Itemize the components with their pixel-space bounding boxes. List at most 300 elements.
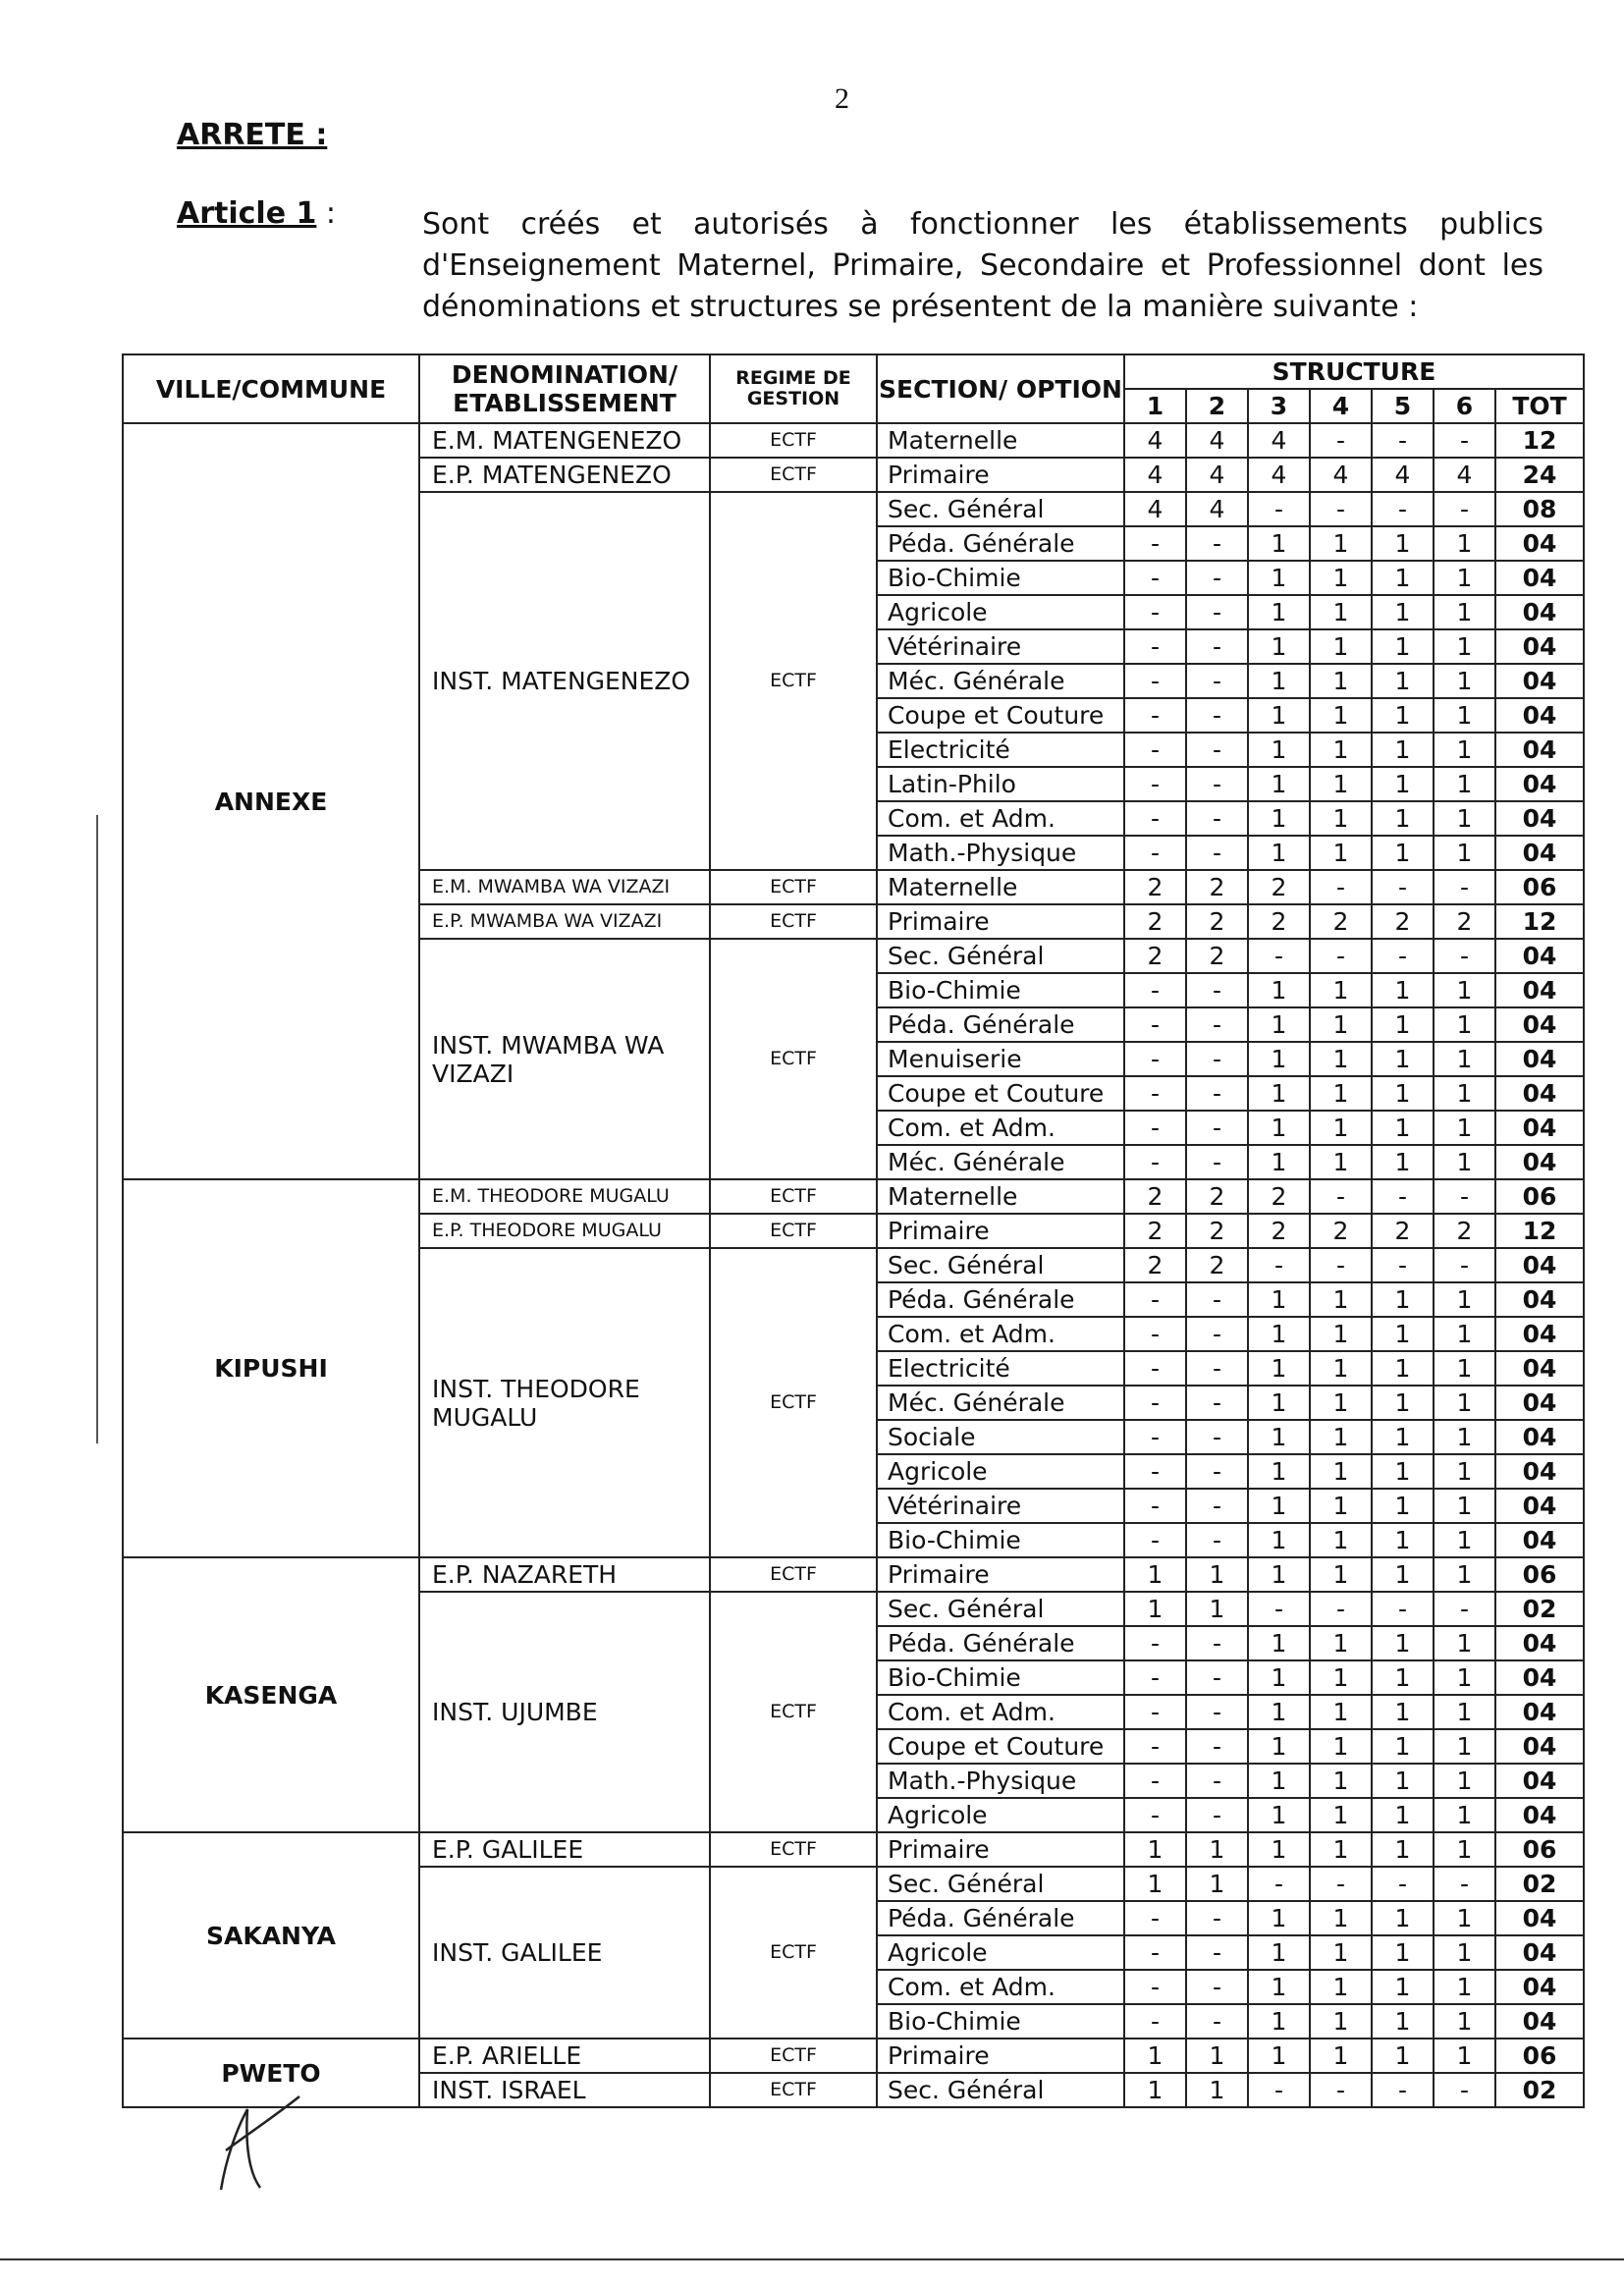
- establishment-cell: INST. GALILEE: [419, 1867, 710, 2039]
- level-cell: 1: [1434, 1386, 1495, 1420]
- level-cell: -: [1186, 1007, 1248, 1042]
- level-cell: -: [1310, 870, 1372, 904]
- level-cell: -: [1124, 2004, 1186, 2039]
- level-cell: -: [1186, 1386, 1248, 1420]
- level-cell: -: [1186, 1420, 1248, 1454]
- level-cell: 1: [1434, 1454, 1495, 1489]
- level-cell: 1: [1434, 1420, 1495, 1454]
- level-cell: 1: [1124, 2073, 1186, 2107]
- level-cell: -: [1124, 526, 1186, 561]
- level-cell: 1: [1310, 1282, 1372, 1317]
- regime-cell: ECTF: [710, 904, 877, 939]
- level-cell: 1: [1248, 664, 1310, 698]
- margin-bracket: [96, 815, 120, 1443]
- level-cell: 2: [1248, 1214, 1310, 1248]
- regime-cell: ECTF: [710, 1867, 877, 2039]
- level-cell: 2: [1124, 1179, 1186, 1214]
- level-cell: 1: [1434, 1901, 1495, 1935]
- total-cell: 04: [1495, 767, 1584, 801]
- level-cell: 1: [1372, 1557, 1434, 1592]
- total-cell: 02: [1495, 1867, 1584, 1901]
- level-cell: -: [1186, 1935, 1248, 1970]
- section-cell: Latin-Philo: [877, 767, 1124, 801]
- level-cell: 1: [1434, 1489, 1495, 1523]
- level-cell: -: [1124, 1901, 1186, 1935]
- level-cell: 1: [1310, 1386, 1372, 1420]
- level-cell: -: [1124, 1420, 1186, 1454]
- level-cell: 1: [1310, 973, 1372, 1007]
- level-cell: 1: [1434, 1523, 1495, 1557]
- level-cell: 1: [1434, 1729, 1495, 1764]
- header-level: 5: [1372, 389, 1434, 423]
- level-cell: 2: [1434, 904, 1495, 939]
- level-cell: -: [1186, 1042, 1248, 1076]
- level-cell: 2: [1434, 1214, 1495, 1248]
- level-cell: 1: [1248, 1901, 1310, 1935]
- level-cell: -: [1186, 1489, 1248, 1523]
- level-cell: 1: [1248, 629, 1310, 664]
- total-cell: 04: [1495, 1454, 1584, 1489]
- table-row: [123, 2039, 1584, 2073]
- level-cell: 2: [1186, 1179, 1248, 1214]
- header-section: SECTION/ OPTION: [877, 354, 1124, 423]
- level-cell: 1: [1372, 1042, 1434, 1076]
- level-cell: 1: [1248, 1523, 1310, 1557]
- level-cell: 1: [1248, 1764, 1310, 1798]
- level-cell: 1: [1248, 1076, 1310, 1111]
- level-cell: 1: [1372, 1729, 1434, 1764]
- header-level: 3: [1248, 389, 1310, 423]
- level-cell: -: [1186, 1454, 1248, 1489]
- level-cell: -: [1372, 2073, 1434, 2107]
- total-cell: 04: [1495, 836, 1584, 870]
- total-cell: 24: [1495, 458, 1584, 492]
- level-cell: -: [1186, 1523, 1248, 1557]
- level-cell: 1: [1310, 595, 1372, 629]
- level-cell: -: [1124, 767, 1186, 801]
- regime-cell: ECTF: [710, 2073, 877, 2107]
- regime-cell: ECTF: [710, 423, 877, 458]
- level-cell: 4: [1186, 423, 1248, 458]
- regime-cell: ECTF: [710, 939, 877, 1179]
- total-cell: 04: [1495, 1317, 1584, 1351]
- total-cell: 04: [1495, 664, 1584, 698]
- level-cell: 1: [1434, 698, 1495, 733]
- regime-cell: ECTF: [710, 1248, 877, 1557]
- level-cell: 1: [1248, 1489, 1310, 1523]
- level-cell: 1: [1186, 2039, 1248, 2073]
- level-cell: 1: [1372, 526, 1434, 561]
- level-cell: 1: [1372, 1660, 1434, 1695]
- total-cell: 04: [1495, 1042, 1584, 1076]
- section-cell: Sec. Général: [877, 1592, 1124, 1626]
- establishment-cell: INST. THEODORE MUGALU: [419, 1248, 710, 1557]
- level-cell: 1: [1186, 1832, 1248, 1867]
- section-cell: Agricole: [877, 1798, 1124, 1832]
- total-cell: 04: [1495, 1901, 1584, 1935]
- level-cell: 1: [1372, 767, 1434, 801]
- regime-cell: ECTF: [710, 1557, 877, 1592]
- level-cell: 1: [1434, 1076, 1495, 1111]
- level-cell: 1: [1248, 526, 1310, 561]
- level-cell: -: [1186, 1317, 1248, 1351]
- level-cell: 1: [1372, 801, 1434, 836]
- level-cell: 1: [1434, 1798, 1495, 1832]
- level-cell: 1: [1248, 1111, 1310, 1145]
- level-cell: 1: [1372, 2039, 1434, 2073]
- section-cell: Bio-Chimie: [877, 973, 1124, 1007]
- total-cell: 04: [1495, 1111, 1584, 1145]
- level-cell: 1: [1310, 1042, 1372, 1076]
- level-cell: -: [1310, 2073, 1372, 2107]
- level-cell: 1: [1372, 1695, 1434, 1729]
- establishment-cell: INST. UJUMBE: [419, 1592, 710, 1832]
- level-cell: -: [1124, 1386, 1186, 1420]
- level-cell: -: [1186, 1970, 1248, 2004]
- level-cell: -: [1124, 1351, 1186, 1386]
- level-cell: 1: [1248, 1454, 1310, 1489]
- header-row-1: [123, 354, 1584, 389]
- level-cell: -: [1124, 1076, 1186, 1111]
- total-cell: 04: [1495, 1420, 1584, 1454]
- total-cell: 04: [1495, 1145, 1584, 1179]
- level-cell: -: [1186, 1764, 1248, 1798]
- level-cell: 1: [1434, 1764, 1495, 1798]
- level-cell: 2: [1124, 870, 1186, 904]
- level-cell: -: [1310, 1179, 1372, 1214]
- section-cell: Maternelle: [877, 1179, 1124, 1214]
- level-cell: -: [1372, 1179, 1434, 1214]
- level-cell: 1: [1372, 561, 1434, 595]
- level-cell: 1: [1248, 801, 1310, 836]
- section-cell: Com. et Adm.: [877, 1970, 1124, 2004]
- header-level: 6: [1434, 389, 1495, 423]
- level-cell: 2: [1372, 1214, 1434, 1248]
- regime-cell: ECTF: [710, 492, 877, 870]
- level-cell: 1: [1434, 1042, 1495, 1076]
- level-cell: 1: [1310, 1729, 1372, 1764]
- total-cell: 04: [1495, 1695, 1584, 1729]
- level-cell: -: [1124, 1145, 1186, 1179]
- level-cell: -: [1124, 733, 1186, 767]
- page-number: 2: [835, 82, 849, 115]
- level-cell: -: [1186, 767, 1248, 801]
- level-cell: -: [1186, 561, 1248, 595]
- ville-cell: KIPUSHI: [123, 1179, 419, 1557]
- header-regime: REGIME DE GESTION: [710, 354, 877, 423]
- total-cell: 04: [1495, 1351, 1584, 1386]
- level-cell: 1: [1248, 2004, 1310, 2039]
- level-cell: 1: [1248, 1798, 1310, 1832]
- level-cell: -: [1186, 664, 1248, 698]
- level-cell: 1: [1372, 595, 1434, 629]
- level-cell: 1: [1310, 1695, 1372, 1729]
- regime-cell: ECTF: [710, 1592, 877, 1832]
- level-cell: -: [1124, 561, 1186, 595]
- level-cell: -: [1310, 1867, 1372, 1901]
- level-cell: 1: [1372, 1798, 1434, 1832]
- level-cell: 2: [1372, 904, 1434, 939]
- total-cell: 04: [1495, 733, 1584, 767]
- total-cell: 06: [1495, 1557, 1584, 1592]
- level-cell: 1: [1372, 629, 1434, 664]
- level-cell: 2: [1248, 904, 1310, 939]
- total-cell: 04: [1495, 1935, 1584, 1970]
- level-cell: 2: [1124, 1248, 1186, 1282]
- level-cell: 1: [1310, 2004, 1372, 2039]
- section-cell: Primaire: [877, 1832, 1124, 1867]
- level-cell: 1: [1124, 1832, 1186, 1867]
- level-cell: -: [1124, 1764, 1186, 1798]
- level-cell: -: [1186, 801, 1248, 836]
- level-cell: 1: [1434, 1317, 1495, 1351]
- regime-cell: ECTF: [710, 1832, 877, 1867]
- signature-mark: [206, 2092, 314, 2200]
- level-cell: 4: [1372, 458, 1434, 492]
- total-cell: 04: [1495, 973, 1584, 1007]
- level-cell: 1: [1248, 973, 1310, 1007]
- section-cell: Primaire: [877, 1557, 1124, 1592]
- total-cell: 12: [1495, 1214, 1584, 1248]
- section-cell: Primaire: [877, 2039, 1124, 2073]
- level-cell: -: [1186, 1076, 1248, 1111]
- section-cell: Bio-Chimie: [877, 1523, 1124, 1557]
- level-cell: 1: [1248, 836, 1310, 870]
- level-cell: 1: [1248, 561, 1310, 595]
- level-cell: 1: [1372, 1282, 1434, 1317]
- level-cell: 1: [1372, 973, 1434, 1007]
- section-cell: Com. et Adm.: [877, 1111, 1124, 1145]
- level-cell: 1: [1434, 1626, 1495, 1660]
- level-cell: 1: [1372, 1351, 1434, 1386]
- level-cell: 1: [1310, 1351, 1372, 1386]
- level-cell: 4: [1248, 458, 1310, 492]
- section-cell: Electricité: [877, 1351, 1124, 1386]
- level-cell: -: [1434, 2073, 1495, 2107]
- level-cell: 2: [1248, 870, 1310, 904]
- level-cell: 1: [1434, 801, 1495, 836]
- level-cell: 1: [1248, 1660, 1310, 1695]
- section-cell: Sec. Général: [877, 2073, 1124, 2107]
- section-cell: Agricole: [877, 1935, 1124, 1970]
- level-cell: -: [1186, 1111, 1248, 1145]
- level-cell: -: [1186, 1901, 1248, 1935]
- level-cell: -: [1434, 492, 1495, 526]
- level-cell: 1: [1434, 1935, 1495, 1970]
- establishment-cell: INST. ISRAEL: [419, 2073, 710, 2107]
- total-cell: 02: [1495, 2073, 1584, 2107]
- level-cell: 1: [1248, 1626, 1310, 1660]
- total-cell: 04: [1495, 2004, 1584, 2039]
- level-cell: -: [1124, 836, 1186, 870]
- level-cell: 1: [1372, 733, 1434, 767]
- establishment-cell: E.P. GALILEE: [419, 1832, 710, 1867]
- total-cell: 04: [1495, 1798, 1584, 1832]
- level-cell: 1: [1248, 2039, 1310, 2073]
- section-cell: Electricité: [877, 733, 1124, 767]
- establishment-cell: E.P. NAZARETH: [419, 1557, 710, 1592]
- level-cell: 1: [1248, 767, 1310, 801]
- level-cell: -: [1124, 664, 1186, 698]
- level-cell: 1: [1434, 664, 1495, 698]
- level-cell: 1: [1372, 1386, 1434, 1420]
- level-cell: 1: [1124, 2039, 1186, 2073]
- ville-cell: ANNEXE: [123, 423, 419, 1179]
- level-cell: 1: [1372, 1111, 1434, 1145]
- level-cell: 1: [1248, 698, 1310, 733]
- level-cell: 2: [1186, 939, 1248, 973]
- level-cell: -: [1186, 1351, 1248, 1386]
- level-cell: 1: [1310, 1111, 1372, 1145]
- level-cell: 4: [1186, 458, 1248, 492]
- level-cell: 4: [1248, 423, 1310, 458]
- level-cell: 1: [1434, 1145, 1495, 1179]
- level-cell: 2: [1310, 904, 1372, 939]
- level-cell: -: [1124, 1798, 1186, 1832]
- ville-cell: SAKANYA: [123, 1832, 419, 2039]
- level-cell: -: [1248, 492, 1310, 526]
- total-cell: 02: [1495, 1592, 1584, 1626]
- level-cell: -: [1124, 1317, 1186, 1351]
- level-cell: 1: [1434, 973, 1495, 1007]
- total-cell: 04: [1495, 1248, 1584, 1282]
- level-cell: 1: [1310, 1454, 1372, 1489]
- table-body: [123, 423, 1584, 2107]
- level-cell: 1: [1310, 1489, 1372, 1523]
- level-cell: 1: [1248, 1832, 1310, 1867]
- level-cell: -: [1124, 1111, 1186, 1145]
- level-cell: 1: [1124, 1557, 1186, 1592]
- section-cell: Menuiserie: [877, 1042, 1124, 1076]
- level-cell: -: [1186, 595, 1248, 629]
- level-cell: 1: [1434, 595, 1495, 629]
- level-cell: 1: [1434, 733, 1495, 767]
- regime-cell: ECTF: [710, 1179, 877, 1214]
- footer-rule: [0, 2258, 1624, 2260]
- level-cell: -: [1248, 2073, 1310, 2107]
- level-cell: 1: [1186, 1557, 1248, 1592]
- regime-cell: ECTF: [710, 870, 877, 904]
- level-cell: -: [1434, 1248, 1495, 1282]
- level-cell: 1: [1248, 1145, 1310, 1179]
- level-cell: 1: [1372, 2004, 1434, 2039]
- header-structure: STRUCTURE: [1124, 354, 1584, 389]
- total-cell: 04: [1495, 698, 1584, 733]
- total-cell: 08: [1495, 492, 1584, 526]
- level-cell: 1: [1372, 1901, 1434, 1935]
- section-cell: Péda. Générale: [877, 1282, 1124, 1317]
- level-cell: 1: [1248, 1042, 1310, 1076]
- level-cell: 4: [1124, 423, 1186, 458]
- section-cell: Bio-Chimie: [877, 561, 1124, 595]
- level-cell: -: [1434, 423, 1495, 458]
- establishment-cell: INST. MATENGENEZO: [419, 492, 710, 870]
- level-cell: 1: [1248, 595, 1310, 629]
- level-cell: 2: [1186, 1248, 1248, 1282]
- section-cell: Péda. Générale: [877, 1901, 1124, 1935]
- level-cell: -: [1372, 492, 1434, 526]
- level-cell: 1: [1248, 1729, 1310, 1764]
- level-cell: 1: [1248, 1695, 1310, 1729]
- header-denomination: DENOMINATION/ ETABLISSEMENT: [419, 354, 710, 423]
- level-cell: -: [1124, 1695, 1186, 1729]
- establishment-cell: E.P. MWAMBA WA VIZAZI: [419, 904, 710, 939]
- level-cell: 2: [1124, 1214, 1186, 1248]
- level-cell: 1: [1434, 836, 1495, 870]
- level-cell: -: [1124, 1970, 1186, 2004]
- level-cell: -: [1310, 423, 1372, 458]
- section-cell: Coupe et Couture: [877, 1729, 1124, 1764]
- total-cell: 04: [1495, 801, 1584, 836]
- level-cell: 1: [1434, 1832, 1495, 1867]
- section-cell: Méc. Générale: [877, 1386, 1124, 1420]
- total-cell: 12: [1495, 423, 1584, 458]
- establishment-cell: E.M. MATENGENEZO: [419, 423, 710, 458]
- total-cell: 06: [1495, 870, 1584, 904]
- level-cell: 1: [1248, 1935, 1310, 1970]
- level-cell: 1: [1434, 1660, 1495, 1695]
- level-cell: 1: [1248, 1386, 1310, 1420]
- total-cell: 04: [1495, 1729, 1584, 1764]
- level-cell: 1: [1310, 1076, 1372, 1111]
- total-cell: 04: [1495, 1764, 1584, 1798]
- level-cell: 1: [1310, 526, 1372, 561]
- header-level-total: TOT: [1495, 389, 1584, 423]
- establishments-table: [122, 353, 1585, 2108]
- level-cell: -: [1186, 836, 1248, 870]
- level-cell: -: [1372, 1248, 1434, 1282]
- level-cell: -: [1186, 1145, 1248, 1179]
- level-cell: -: [1124, 1626, 1186, 1660]
- level-cell: 1: [1434, 1557, 1495, 1592]
- level-cell: -: [1186, 1695, 1248, 1729]
- level-cell: -: [1186, 2004, 1248, 2039]
- level-cell: 1: [1372, 1145, 1434, 1179]
- total-cell: 04: [1495, 1660, 1584, 1695]
- level-cell: -: [1124, 1007, 1186, 1042]
- section-cell: Com. et Adm.: [877, 1695, 1124, 1729]
- total-cell: 04: [1495, 1970, 1584, 2004]
- level-cell: 1: [1310, 1007, 1372, 1042]
- level-cell: 1: [1434, 767, 1495, 801]
- level-cell: 1: [1434, 1007, 1495, 1042]
- section-cell: Primaire: [877, 458, 1124, 492]
- level-cell: 1: [1310, 733, 1372, 767]
- establishment-cell: E.P. MATENGENEZO: [419, 458, 710, 492]
- level-cell: 1: [1248, 1557, 1310, 1592]
- level-cell: 1: [1186, 2073, 1248, 2107]
- level-cell: 1: [1310, 1523, 1372, 1557]
- section-cell: Math.-Physique: [877, 836, 1124, 870]
- establishment-cell: E.M. MWAMBA WA VIZAZI: [419, 870, 710, 904]
- section-cell: Péda. Générale: [877, 1626, 1124, 1660]
- article-label-text: Article 1: [177, 196, 317, 231]
- level-cell: -: [1124, 698, 1186, 733]
- level-cell: 1: [1248, 1351, 1310, 1386]
- total-cell: 04: [1495, 561, 1584, 595]
- level-cell: 1: [1248, 1282, 1310, 1317]
- section-cell: Bio-Chimie: [877, 2004, 1124, 2039]
- level-cell: 1: [1310, 1798, 1372, 1832]
- section-cell: Com. et Adm.: [877, 801, 1124, 836]
- section-cell: Péda. Générale: [877, 526, 1124, 561]
- level-cell: 1: [1186, 1867, 1248, 1901]
- level-cell: 2: [1310, 1214, 1372, 1248]
- level-cell: -: [1124, 973, 1186, 1007]
- level-cell: 1: [1124, 1592, 1186, 1626]
- level-cell: 2: [1186, 904, 1248, 939]
- level-cell: -: [1434, 1592, 1495, 1626]
